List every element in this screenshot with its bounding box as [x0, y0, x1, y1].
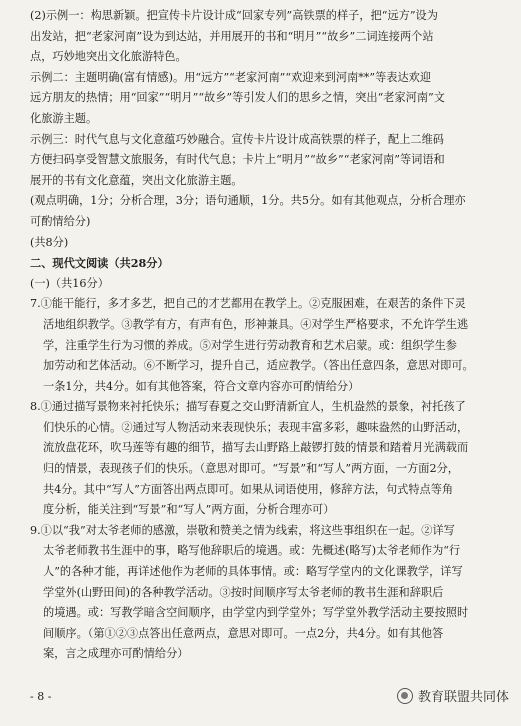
page-number: - 8 -: [30, 690, 52, 703]
text-line: 示例三：时代气息与文化意蕴巧妙融合。宣传卡片设计成高铁票的样子，配上二维码: [30, 132, 444, 146]
text-line: 学堂外(山野田间)的各种教学活动。③按时间顺序写太爷老师的教书生涯和辞职后: [43, 585, 444, 599]
text-line: 的境遇。或：写教学暗含空间顺序，由学堂内到学堂外；写学堂外教学活动主要按照时: [43, 606, 469, 620]
text-line: (观点明确，1分；分析合理，3分；语句通顺，1分。共5分。如有其他观点，分析合理亦: [30, 194, 466, 208]
text-line: 间顺序。（第①②③点答出任意两点，意思对即可。一点2分，共4分。如有其他答: [43, 626, 444, 640]
text-line: 可酌情给分): [30, 214, 91, 228]
text-line: 一条1分，共4分。如有其他答案，符合文章内容亦可酌情给分）: [43, 379, 360, 393]
text-line: 太爷老师教书生涯中的事，略写他辞职后的境遇。或：先概述(略写)太爷老师作为“行: [43, 544, 461, 558]
text-line: 活地组织教学。③教学有方，有声有色，形神兼具。④对学生严格要求，不允许学生逃: [43, 317, 469, 331]
text-line: 7.①能干能行，多才多艺，把自己的才艺都用在教学上。②克服困难，在艰苦的条件下灵: [30, 297, 466, 311]
wechat-channel-icon: [397, 688, 413, 704]
text-line: 学，注重学生行为习惯的养成。⑤对学生进行劳动教育和艺术启蒙。或：组织学生参: [43, 338, 457, 352]
subsection-heading: (一)（共16分）: [30, 276, 109, 290]
text-line: 归的情景，表现孩子们的快乐。（意思对即可。“写景”和“写人”两方面，一方面2分，: [43, 462, 459, 476]
text-line: 加劳动和艺体活动。⑥不断学习，提升自己，适应教学。（答出任意四条，意思对即可。: [43, 359, 474, 373]
text-line: 展开的书有文化意蕴，突出文化旅游主题。: [30, 173, 243, 187]
text-line: (2)示例一：构思新颖。把宣传卡片设计成“回家专列”高铁票的样子，把“远方”设为: [30, 9, 438, 22]
text-line: 度分析，能关注到“写景”和“写人”两方面，分析合理亦可）: [43, 503, 335, 517]
text-line: 方便扫码享受智慧文旅服务，有时代气息；卡片上“明月”“故乡”“老家河南”等词语和: [30, 153, 445, 167]
watermark-text: 教育联盟共同体: [417, 690, 509, 705]
text-line: 9.①以“我”对太爷老师的感激，崇敬和赞美之情为线索，将这些事组织在一起。②详写: [30, 523, 455, 537]
text-line: 流放盘花环，吹马莲等有趣的细节，描写去山野路上敲锣打鼓的情景和踏着月光满载而: [43, 441, 469, 455]
text-line: 人”的各种才能，再详述他作为老师的具体事情。或：略写学堂内的文化课教学，详写: [43, 565, 463, 579]
text-line: 化旅游主题。: [30, 111, 98, 125]
text-line: 们快乐的心情。②通过写人物活动来表现快乐；表现丰富多彩，趣味盎然的山野活动，: [43, 420, 469, 434]
text-line: 点，巧妙地突出文化旅游特色。: [30, 50, 187, 64]
text-line: 远方朋友的热情；用“回家”“明月”“故乡”等引发人们的思乡之情，突出“老家河南”文: [30, 91, 445, 105]
text-line: 8.①通过描写景物来衬托快乐；描写春夏之交山野清新宜人，生机盎然的景象，衬托孩了: [30, 400, 466, 414]
text-line: 共4分。其中“写人”方面答出两点即可。如果从词语使用，修辞方法，句式特点等角: [43, 482, 454, 496]
text-line: 出发站，把“老家河南”设为到达站，并用展开的书和“明月”“故乡”二词连接两个站: [30, 29, 434, 43]
text-line: 案，言之成理亦可酌情给分）: [43, 647, 189, 661]
text-line: (共8分): [30, 235, 69, 249]
text-line: 示例二：主题明确(富有情感)。用“远方”“老家河南”“欢迎来到河南**”等表达欢迎: [30, 70, 432, 84]
watermark: [397, 686, 509, 705]
section-heading: 二、现代文阅读（共28分）: [30, 256, 169, 271]
